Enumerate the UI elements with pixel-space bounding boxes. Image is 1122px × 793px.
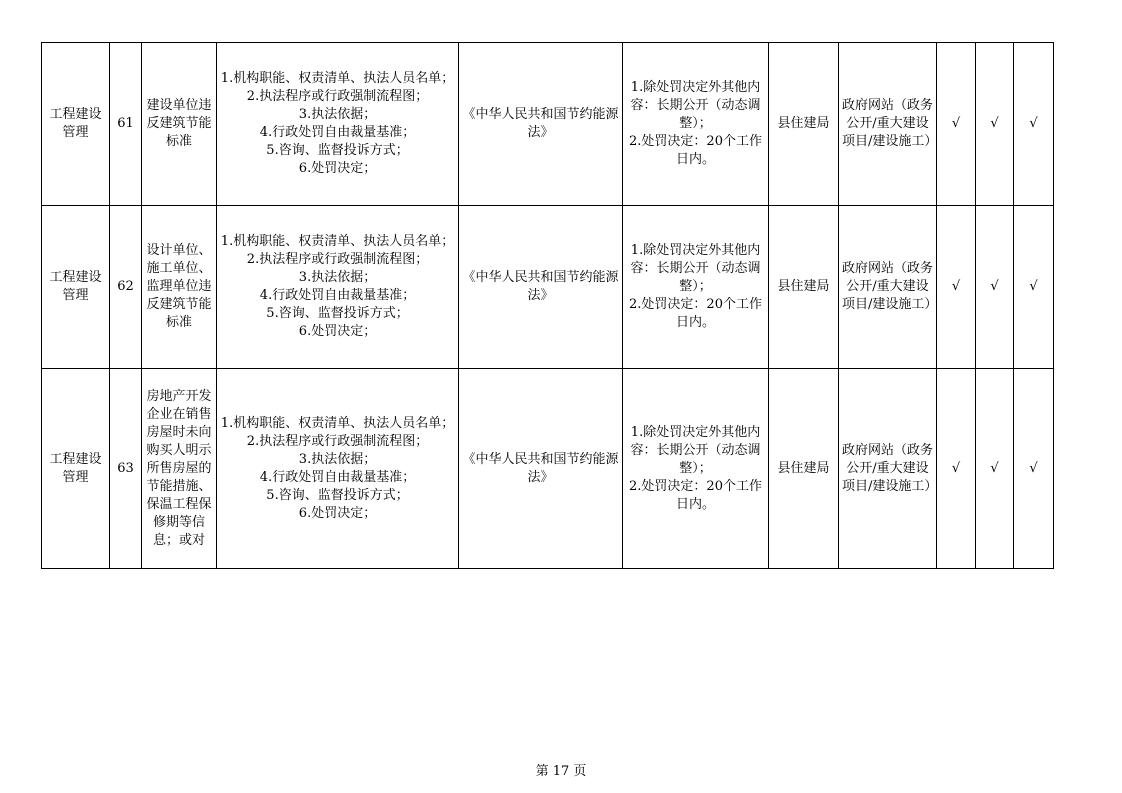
table-row [42,369,1054,569]
content-line: 3.执法依据； [298,270,377,285]
content-line: 1.机构职能、权责清单、执法人员名单； [220,71,455,86]
content-line: 6.处罚决定； [298,161,377,176]
category-cell: 工程建设管理 [42,206,110,369]
basis-cell: 《中华人民共和国节约能源法》 [459,206,623,369]
check-mark: √ [976,206,1014,369]
content-line: 4.行政处罚自由裁量基准； [259,125,416,140]
category-cell: 工程建设管理 [42,43,110,206]
content-line: 4.行政处罚自由裁量基准； [259,469,416,485]
content-line: 1.机构职能、权责清单、执法人员名单； [220,415,455,431]
item-name-cell [142,369,217,569]
item-name-text: 房地产开发企业在销售房屋时未向购买人明示所售房屋的节能措施、保温工程保修期等信息；或对 [146,388,212,548]
table-row [42,206,1054,369]
check-mark: √ [937,369,976,569]
basis-cell: 《中华人民共和国节约能源法》 [459,369,623,569]
check-mark: √ [1014,369,1054,569]
content-line: 1.机构职能、权责清单、执法人员名单； [220,234,455,249]
number-cell: 62 [110,206,142,369]
check-mark: √ [976,43,1014,206]
category-cell: 工程建设管理 [42,369,110,569]
check-mark: √ [937,43,976,206]
subject-cell: 县住建局 [769,43,839,206]
item-name-cell [142,43,217,206]
table-row [42,43,1054,206]
content-line: 2.执法程序或行政强制流程图； [246,89,429,104]
item-name-text: 建设单位违反建筑节能标准 [146,98,212,149]
item-name-text: 设计单位、施工单位、监理单位违反建筑节能标准 [146,243,212,330]
number-cell: 63 [110,369,142,569]
content-cell [217,43,459,206]
timing-line: 1.除处罚决定外其他内容：长期公开（动态调整）； [630,243,761,294]
timing-line: 1.除处罚决定外其他内容：长期公开（动态调整）； [630,424,761,476]
check-mark: √ [937,206,976,369]
timing-line: 2.处罚决定：20个工作日内。 [629,297,762,330]
content-line: 6.处罚决定； [298,324,377,339]
check-mark: √ [1014,206,1054,369]
timing-cell [623,206,769,369]
content-line: 3.执法依据； [298,107,377,122]
content-cell [217,369,459,569]
content-line: 5.咨询、监督投诉方式； [266,487,409,503]
content-line: 6.处罚决定； [298,505,377,521]
timing-line: 2.处罚决定：20个工作日内。 [629,134,762,167]
subject-cell: 县住建局 [769,369,839,569]
content-line: 4.行政处罚自由裁量基准； [259,288,416,303]
check-mark: √ [1014,43,1054,206]
item-name-cell [142,206,217,369]
disclosure-table [41,42,1054,569]
content-line: 5.咨询、监督投诉方式； [266,143,409,158]
content-cell [217,206,459,369]
page-number: 第 17 页 [535,764,587,779]
channel-cell: 政府网站（政务公开/重大建设项目/建设施工） [839,369,937,569]
timing-line: 2.处罚决定：20个工作日内。 [629,478,762,512]
basis-cell: 《中华人民共和国节约能源法》 [459,43,623,206]
timing-cell [623,43,769,206]
channel-cell: 政府网站（政务公开/重大建设项目/建设施工） [839,43,937,206]
number-cell: 61 [110,43,142,206]
content-line: 3.执法依据； [298,451,377,467]
channel-cell: 政府网站（政务公开/重大建设项目/建设施工） [839,206,937,369]
content-line: 2.执法程序或行政强制流程图； [246,252,429,267]
subject-cell: 县住建局 [769,206,839,369]
timing-cell [623,369,769,569]
content-line: 2.执法程序或行政强制流程图； [246,433,429,449]
content-line: 5.咨询、监督投诉方式； [266,306,409,321]
check-mark: √ [976,369,1014,569]
timing-line: 1.除处罚决定外其他内容：长期公开（动态调整）； [630,80,761,131]
